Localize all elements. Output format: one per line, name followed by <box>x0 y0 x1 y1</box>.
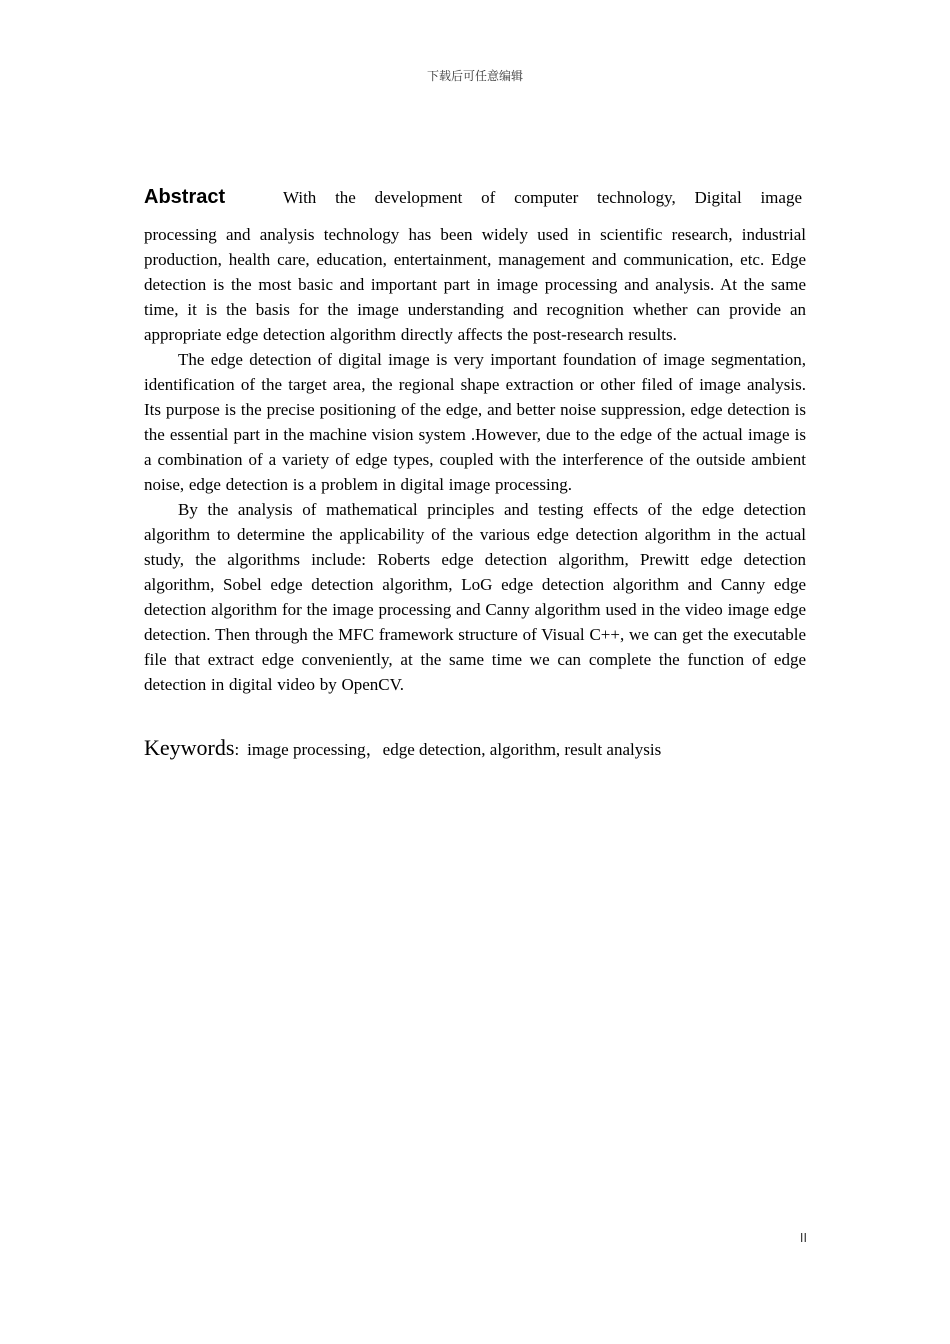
keywords-label: Keywords <box>144 735 235 760</box>
keywords-text: image processing，edge detection, algorithm, result analysis <box>247 740 662 759</box>
abstract-paragraph-1: processing and analysis technology has been widely used in scientific research, industrial production, health care, education, entertainment, management and communication, etc. Edge detection is the most basic and important part in image processing and analysis. At the same time, it is the basis for the image understanding and recognition whether can provide an appropriate edge detection algorithm directly affects the post-research results. <box>144 225 806 344</box>
keywords-line <box>144 735 806 761</box>
page-number: II <box>799 1231 807 1245</box>
abstract-paragraph-3: By the analysis of mathematical principles and testing effects of the edge detection algorithm to determine the applicability of the various edge detection algorithm in the actual study, the algorithms include: Roberts edge detection algorithm, Prewitt edge detection algorithm, Sobel edge detection algorithm, LoG edge detection algorithm and Canny edge detection algorithm for the image processing and Canny algorithm used in the video image edge detection. Then through the MFC framework structure of Visual C++, we can get the executable file that extract edge conveniently, at the same time we can complete the function of edge detection in digital video by OpenCV. <box>144 500 806 694</box>
page-header-note: 下载后可任意编辑 <box>426 69 523 83</box>
abstract-paragraph-2: The edge detection of digital image is very important foundation of image segmentation, identification of the target area, the regional shape extraction or other filed of image analysis. Its purpose is the precise positioning of the edge, and better noise suppression, edge detection is the essential part in the machine vision system .However, due to the edge of the actual image is a combination of a variety of edge types, coupled with the interference of the outside ambient noise, edge detection is a problem in digital image processing. <box>144 350 806 494</box>
abstract-lead-text: With the development of computer technology, Digital image <box>283 188 802 207</box>
abstract-section <box>144 186 806 761</box>
abstract-first-line <box>144 186 806 218</box>
keywords-colon: : <box>234 740 240 759</box>
abstract-heading: Abstract <box>144 186 226 208</box>
